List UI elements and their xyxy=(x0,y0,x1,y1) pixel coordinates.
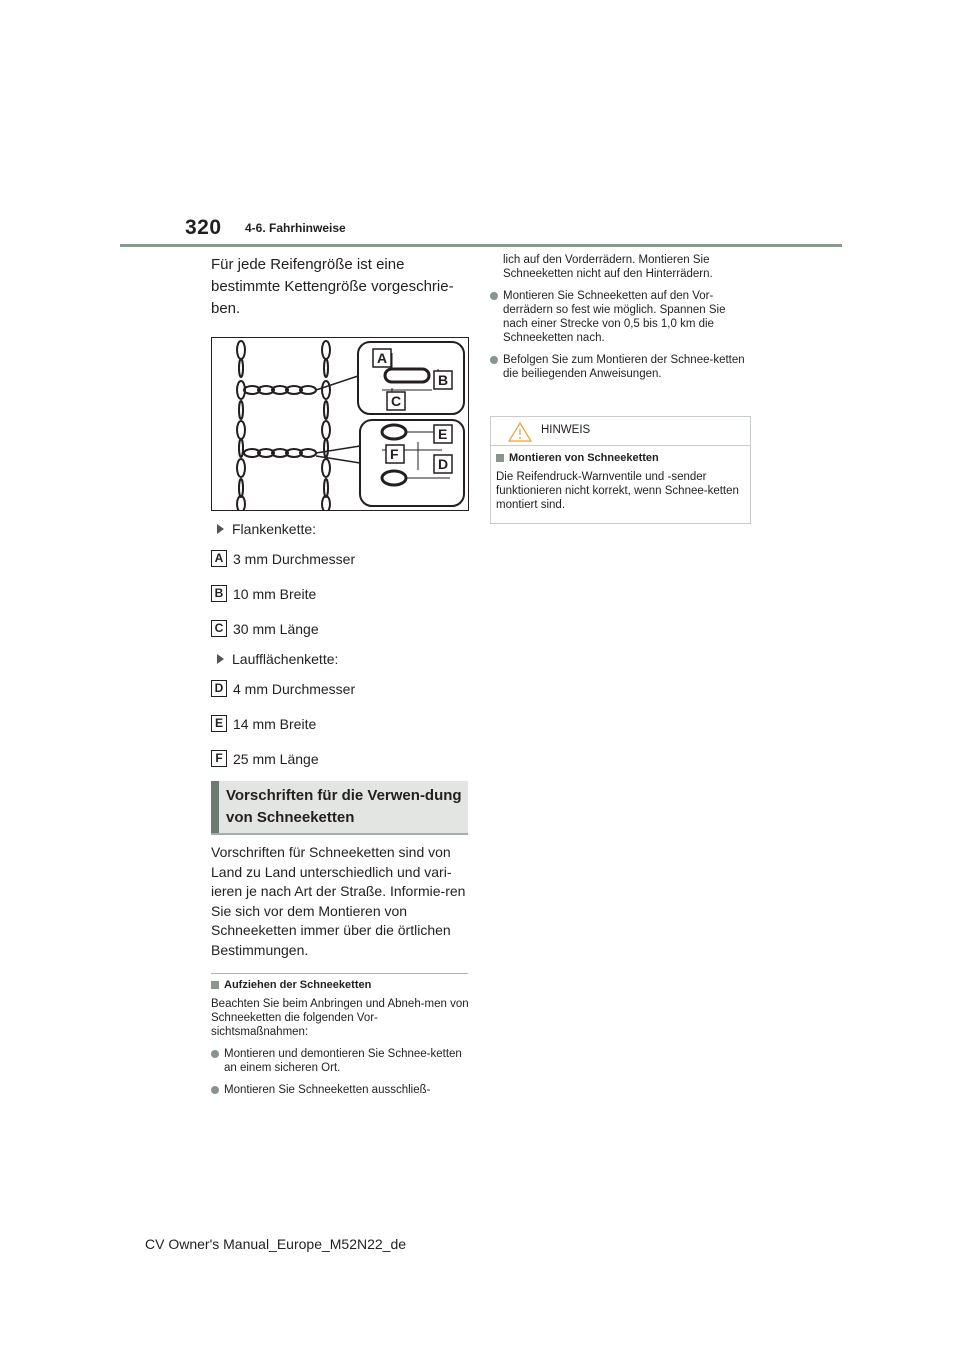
spec-item-e: E 14 mm Breite xyxy=(211,715,469,732)
section-heading-box xyxy=(211,781,468,835)
spec-item-b: B 10 mm Breite xyxy=(211,585,469,602)
bullet-icon xyxy=(490,292,498,300)
notice-box xyxy=(490,416,751,524)
figure-label-f: F xyxy=(390,446,399,462)
subsection-heading: Aufziehen der Schneeketten xyxy=(211,979,469,991)
arrow-right-icon xyxy=(217,524,224,534)
bullet-icon xyxy=(211,1050,219,1058)
notice-heading: Montieren von Schneeketten xyxy=(496,452,745,464)
notice-text: Die Reifendruck-Warnventile und -sender funktionieren nicht korrekt, wenn Schnee-ketten montiert sind. xyxy=(496,471,739,511)
regulations-paragraph: Vorschriften für Schneeketten sind von Land zu Land unterschiedlich und vari-ieren je nach Art der Straße. Informie-ren Sie sich vor dem Montieren von Schneeketten immer über die örtlichen Bestimmungen. xyxy=(211,844,466,958)
subsection-block xyxy=(211,979,469,1097)
chain-horizontal-lower xyxy=(244,449,316,457)
figure-label-d: D xyxy=(438,456,449,472)
spec-item-c: C 30 mm Länge xyxy=(211,620,469,637)
chain-horizontal-upper xyxy=(244,386,316,394)
bullet-icon xyxy=(490,356,498,364)
arrow-right-icon xyxy=(217,654,224,664)
snow-chain-figure xyxy=(211,337,469,511)
tread-chain-heading: Laufflächenkette: xyxy=(211,651,469,667)
chain-vertical-left xyxy=(237,341,245,511)
spec-item-a: A 3 mm Durchmesser xyxy=(211,550,469,567)
notice-header xyxy=(491,417,750,446)
notice-caption: HINWEIS xyxy=(541,424,591,436)
figure-label-b: B xyxy=(438,372,449,388)
list-item: Montieren Sie Schneeketten auf den Vor-derrädern so fest wie möglich. Spannen Sie nach einer Strecke von 0,5 bis 1,0 km die Schneeketten nach. xyxy=(490,289,752,345)
header-rule xyxy=(120,244,842,247)
spec-item-f: F 25 mm Länge xyxy=(211,750,469,767)
heading-accent-bar xyxy=(211,781,219,833)
figure-label-a: A xyxy=(377,350,388,366)
intro-text: Für jede Reifengröße ist eine bestimmte Kettengröße vorgeschrie-ben. xyxy=(211,256,454,317)
square-bullet-icon xyxy=(496,454,504,462)
list-item: Montieren Sie Schneeketten ausschließ- xyxy=(211,1083,469,1097)
figure-label-e: E xyxy=(438,426,448,442)
footer-text: CV Owner's Manual_Europe_M52N22_de xyxy=(145,1236,407,1252)
flank-chain-heading: Flankenkette: xyxy=(211,521,469,537)
left-column xyxy=(211,254,469,767)
list-item: Montieren und demontieren Sie Schnee-ketten an einem sicheren Ort. xyxy=(211,1047,469,1075)
continuation-text: lich auf den Vorderrädern. Montieren Sie Schneeketten nicht auf den Hinterrädern. xyxy=(503,254,713,280)
right-column xyxy=(490,253,752,381)
page-number: 320 xyxy=(185,216,222,239)
subsection-rule xyxy=(211,973,468,974)
figure-label-c: C xyxy=(391,393,402,409)
section-title: 4-6. Fahrhinweise xyxy=(245,221,346,235)
warning-icon xyxy=(508,421,532,443)
subsection-text: Beachten Sie beim Anbringen und Abneh-men von Schneeketten die folgenden Vor-sichtsmaßnahmen: xyxy=(211,998,469,1038)
chain-vertical-right xyxy=(322,341,330,511)
list-item: Befolgen Sie zum Montieren der Schnee-ketten die beiliegenden Anweisungen. xyxy=(490,353,752,381)
bullet-icon xyxy=(211,1086,219,1094)
section-heading: Vorschriften für die Verwen-dung von Schneeketten xyxy=(226,787,462,826)
square-bullet-icon xyxy=(211,981,219,989)
spec-item-d: D 4 mm Durchmesser xyxy=(211,680,469,697)
